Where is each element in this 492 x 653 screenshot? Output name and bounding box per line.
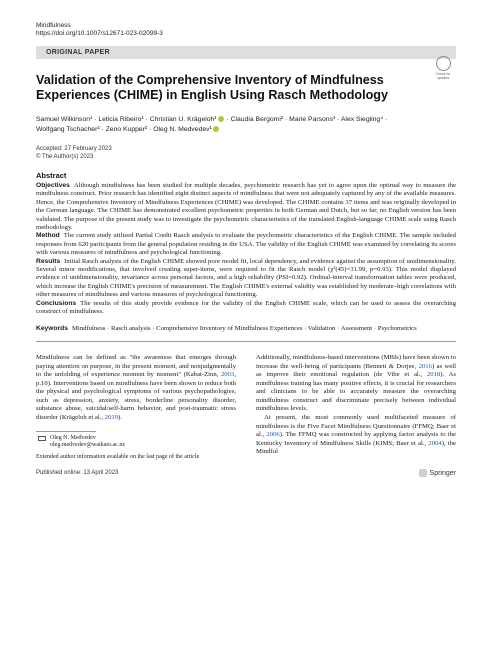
doi-link[interactable]: https://doi.org/10.1007/s12671-023-02099-3: [36, 30, 163, 37]
author-name-row: [36, 435, 236, 443]
left-column: [36, 354, 236, 461]
body-text: Additionally, mindfulness-based interventions (MBIs) have been shown to increase the well-being of participants (Bennett & Dorjee,: [256, 353, 456, 370]
corresponding-author-name: Oleg N. Medvedev: [50, 434, 96, 441]
check-for-updates-icon: [436, 56, 451, 71]
results-label: Results: [36, 257, 61, 265]
check-for-updates-badge[interactable]: [430, 56, 456, 84]
springer-logo-icon: [419, 469, 427, 477]
body-text: ) as well as improve their emotional regulation (de Vibe et al.,: [256, 362, 457, 379]
article-type-bar: [36, 46, 456, 59]
body-text: ). As mindfulness training has many positive effects, it is crucial for researchers and clinicians to be able to accurately measure the overarching mindfulness construct and discriminate precisely between individual mindfulness levels.: [256, 371, 456, 413]
accepted-date: Accepted: 27 February 2023: [36, 146, 112, 152]
keywords: [36, 325, 456, 333]
orcid-icon[interactable]: [213, 126, 219, 132]
corresponding-author: [36, 435, 236, 450]
citation-link[interactable]: 2016: [418, 362, 432, 370]
citation-link[interactable]: 2004: [428, 439, 442, 447]
abstract-heading: Abstract: [36, 171, 67, 180]
keywords-label: Keywords: [36, 324, 68, 332]
copyright-notice: © The Author(s) 2023: [36, 154, 94, 160]
conclusions-text: The results of this study provide evidence for the validity of the English CHIME scale, which can be used to assess the overarching construct of mindfulness.: [36, 299, 456, 316]
intro-paragraph-2: [256, 354, 456, 414]
envelope-icon: [38, 436, 46, 442]
authors-line-2: Wolfgang Tschacher² · Zeno Kupper² · Oleg N. Medvedev¹: [36, 126, 212, 133]
citation-link[interactable]: 2006: [266, 431, 280, 439]
body-text: Mindfulness can be defined as "the awareness that emerges through paying attention on purpose, in the present moment, and nonjudgmentally to the unfolding of experience moment by moment" (Kabat-Zinn,: [36, 353, 236, 379]
footnote-divider: [36, 431, 96, 432]
corresponding-author-email[interactable]: oleg.medvedev@waikato.ac.nz: [50, 442, 125, 449]
article-title: Validation of the Comprehensive Inventory of Mindfulness Experiences (CHIME) in English Using Rasch Methodology: [36, 73, 388, 102]
results-text: Initial Rasch analysis of the English CHIME showed poor model fit, local dependency, and evidence against the assumption of unidimensionality. Several minor modifications, that involved creating super-items, were required to fit the Rasch model (χ²(45)=31.99, p=0.93). This model displayed evidence of unidimensionality, invariance across personal factors, and a high reliability (PSI=0.92). Ordinal-interval transformation tables were produced, which increase the English CHIME's precision of measurement. The English CHIME's external validity was established by moderate–high correlations with other measures of mindfulness and various measures of psychological functioning.: [36, 257, 456, 299]
body-columns: [36, 354, 456, 461]
page-footer: [36, 469, 456, 477]
body-text: ), the Mindful: [256, 439, 456, 456]
right-column: [256, 354, 456, 461]
journal-name: Mindfulness: [36, 22, 71, 29]
body-text: ). The FFMQ was constructed by applying factor analysis to the Kentucky Inventory of Mindfulness Skills (KIMS; Baer et al.,: [256, 431, 456, 447]
method-text: The current study utilized Partial Credit Rasch analysis to evaluate the psychometric characteristics of the English CHIME. The sample included responses from 620 participants from the general population residing in the USA. The validity of the English CHIME was examined by correlating its scores with various measures of mindfulness and psychological functioning.: [36, 232, 456, 257]
keywords-text: Mindfulness · Rasch analysis · Comprehensive Inventory of Mindfulness Experiences · Validation · Assessment · Psychometrics: [71, 324, 417, 332]
orcid-icon[interactable]: [218, 116, 224, 122]
abstract-conclusions: [36, 300, 456, 317]
abstract-method: [36, 232, 456, 257]
method-label: Method: [36, 232, 60, 240]
body-text: , p.10). Interventions based on mindfulness have been shown to reduce both the physical and psychological symptoms of various psychopathologies, such as depression, anxiety, stress, borderline personality disorder, substance abuse, suicidal/self-harm behavior, and post-traumatic stress disorder (Krägeloh et al.,: [36, 371, 236, 422]
objectives-label: Objectives: [36, 182, 70, 189]
badge-label: Check for updates: [435, 72, 451, 80]
authors-line-1b: · Claudia Bergomi² · Marie Parsons³ · Alex Siegling⁴ ·: [224, 116, 388, 123]
published-date: Published online: 13 April 2023: [36, 470, 119, 477]
author-list: [36, 115, 456, 135]
publisher-logo: [419, 469, 456, 477]
citation-link[interactable]: 2018: [426, 371, 441, 379]
abstract-results: [36, 258, 456, 300]
article-type: ORIGINAL PAPER: [46, 49, 110, 56]
publisher-name: Springer: [429, 469, 456, 477]
article-dates: [36, 145, 456, 161]
intro-paragraph-3: [256, 414, 456, 457]
author-email-row: [36, 442, 236, 450]
abstract-objectives: [36, 182, 456, 232]
citation-link[interactable]: 2003: [220, 371, 235, 379]
divider: [36, 341, 456, 342]
extended-author-info: Extended author information available on the last page of the article: [36, 453, 200, 460]
conclusions-label: Conclusions: [36, 299, 77, 307]
intro-paragraph-1: [36, 354, 236, 423]
body-text: ).: [118, 414, 122, 422]
body-text: At present, the most commonly used multifaceted measure of mindfulness is the Five Facet Mindfulness Questionnaire (FFMQ; Baer et al.,: [256, 414, 456, 439]
authors-line-1: Samuel Wilkinson¹ · Leticia Ribeiro¹ · Christian U. Krägeloh¹: [36, 116, 217, 123]
citation-link[interactable]: 2019: [104, 414, 119, 422]
abstract-body: [36, 182, 456, 317]
objectives-text: Although mindfulness has been studied for multiple decades, psychometric research has yet to agree upon the optimal way to measure the mindfulness construct. Prior research has identified eight distinct aspects of mindfulness that were not adequately captured by any of the available measures. Hence, the Comprehensive Inventory of Mindfulness Experiences (CHIME) was developed. The CHIME contains 37 items and was originally developed in the German language. The CHIME has demonstrated excellent psychometric properties in both German and Dutch, but so far, no English version has been validated. The purpose of the present study was to investigate the psychometric characteristics of the translated English-language CHIME scale using Rasch methodology.: [36, 182, 456, 232]
